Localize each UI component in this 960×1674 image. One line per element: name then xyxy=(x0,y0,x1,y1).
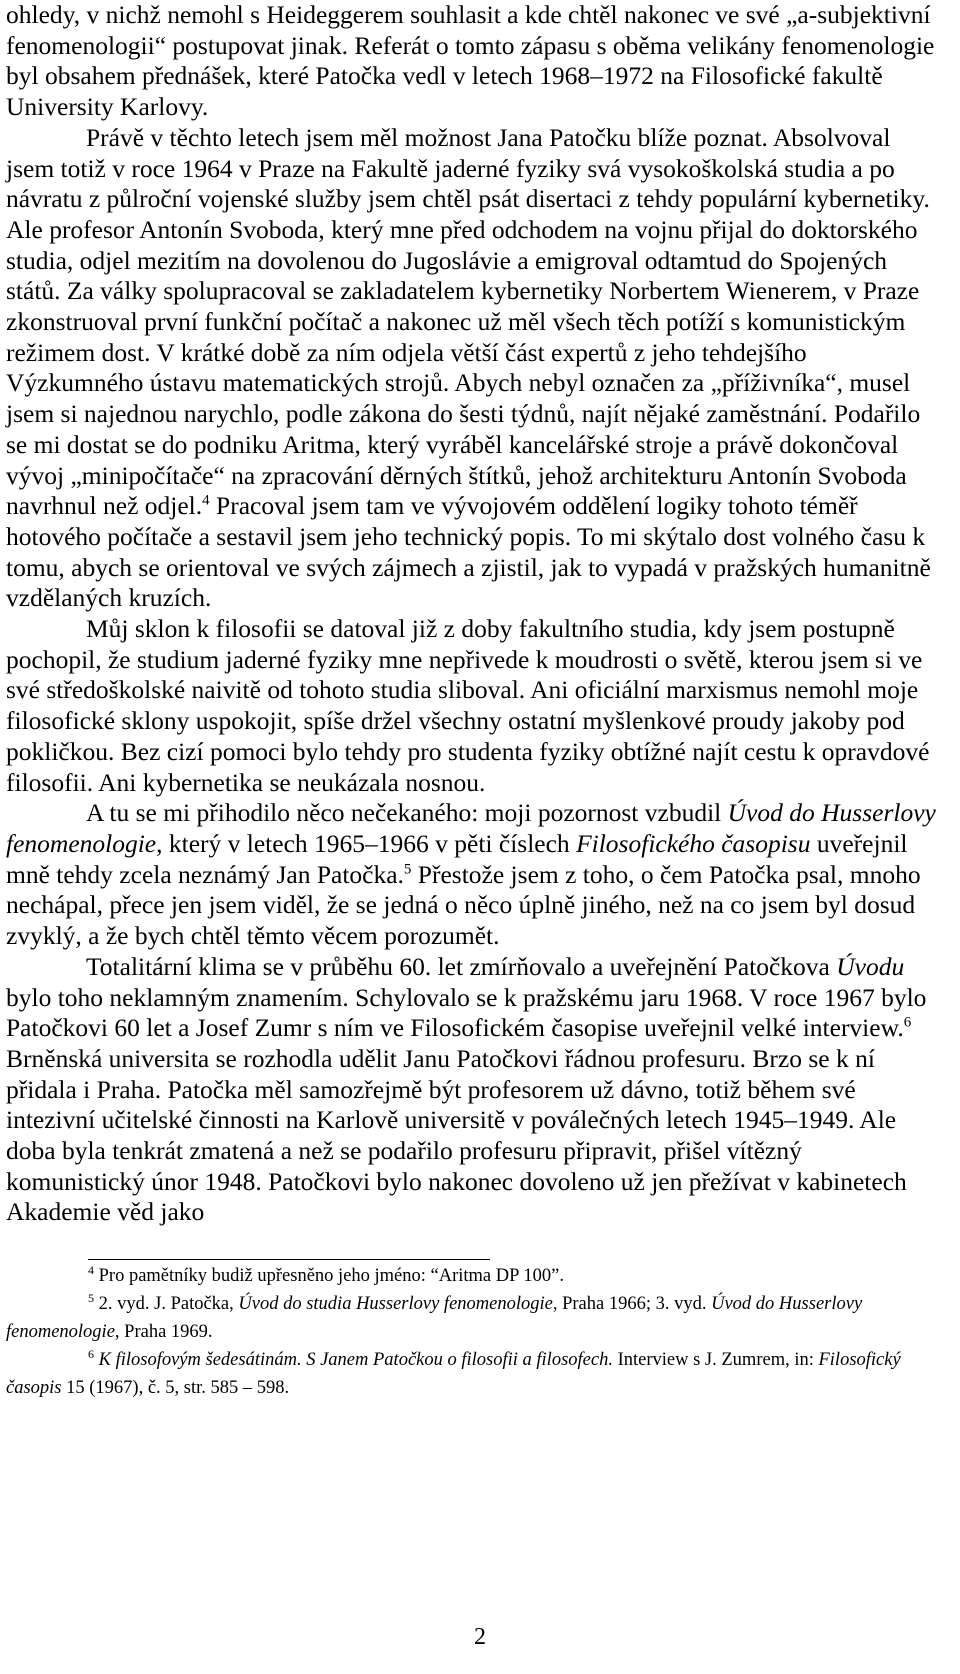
paragraph xyxy=(6,798,942,952)
text-run: 15 (1967), č. 5, str. 585 – 598. xyxy=(61,1378,290,1399)
italic-title: Úvod do Husserlovy fenomenologie xyxy=(6,1294,863,1343)
paragraph xyxy=(6,614,942,798)
footnote-marker: 4 xyxy=(202,492,210,509)
text-run: uveřejnil mně tehdy zcela neznámý Jan Patočka. xyxy=(6,828,908,889)
footnote-marker: 4 xyxy=(88,1262,94,1277)
text-run: bylo toho neklamným znamením. Schylovalo se k pražskému jaru 1968. V roce 1967 bylo Patočkovi 60 let a Josef Zumr s ním ve Filosofickém časopise uveřejnil velké interview. xyxy=(6,982,927,1043)
text-run: Právě v těchto letech jsem měl možnost Jana Patočku blíže poznat. Absolvoval jsem totiž v roce 1964 v Praze na Fakultě jaderné fyziky svá vysokoškolská studia a po návratu z půlroční vojenské služby jsem chtěl psát disertaci z tehdy populární kybernetiky. Ale profesor Antonín Svoboda, který mne před odchodem na vojnu přijal do doktorského studia, odjel mezitím na dovolenou do Jugoslávie a emigroval odtamtud do Spojených států. Za války spolupracoval se zakladatelem kybernetiky Norbertem Wienerem, v Praze zkonstruoval první funkční počítač a nakonec už měl všech těch potíží s komunistickým režimem dost. V krátké době za ním odjela větší část expertů z jeho tehdejšího Výzkumného ústavu matematických strojů. Abych nebyl označen za „příživníka“, musel jsem si najednou narychlo, podle zákona do šesti týdnů, najít nějaké zaměstnání. Podařilo se mi dostat se do podniku Aritma, který vyráběl kancelářské stroje a právě dokončoval vývoj „minipočítače“ na zpracování děrných štítků, jehož architekturu Antonín Svoboda navrhnul než odjel. xyxy=(6,122,930,521)
footnote-marker: 6 xyxy=(88,1346,94,1361)
italic-title: Filosofického časopisu xyxy=(576,828,811,858)
text-run: A tu se mi přihodilo něco nečekaného: moji pozornost vzbudil xyxy=(86,798,728,828)
text-run: ohledy, v nichž nemohl s Heideggerem souhlasit a kde chtěl nakonec ve své „a-subjektivní fenomenologii“ postupovat jinak. Referát o tomto zápasu s oběma velikány fenomenologie byl obsahem přednášek, které Patočka vedl v letech 1968–1972 na Filosofické fakultě University Karlovy. xyxy=(6,0,935,122)
text-run: , Praha 1969. xyxy=(114,1322,213,1343)
page-number: 2 xyxy=(474,1624,486,1650)
text-run: Totalitární klima se v průběhu 60. let zmírňovalo a uveřejnění Patočkova xyxy=(86,951,837,981)
footnotes xyxy=(6,1262,942,1402)
text-run: Můj sklon k filosofii se datoval již z doby fakultního studia, kdy jsem postupně pochopil, že studium jaderné fyziky mne nepřivede k moudrosti o světě, kterou jsem si ve své středoškolské naivitě od tohoto studia sliboval. Ani oficiální marxismus nemohl moje filosofické sklony uspokojit, spíše držel všechny ostatní myšlenkové proudy jakoby pod pokličkou. Bez cizí pomoci bylo tehdy pro studenta fyziky obtížné najít cestu k opravdové filosofii. Ani kybernetika se neukázala nosnou. xyxy=(6,614,930,797)
text-run: Interview s J. Zumrem, in: xyxy=(612,1350,819,1371)
paragraph xyxy=(6,123,942,614)
text-run: , Praha 1966; 3. vyd. xyxy=(552,1294,712,1315)
footnote xyxy=(6,1290,942,1346)
footnote xyxy=(6,1262,942,1290)
footnote-marker: 5 xyxy=(403,861,412,878)
italic-title: Úvodu xyxy=(836,951,905,981)
text-run: Přestože jsem z toho, o čem Patočka psal, mnoho nechápal, přece jen jsem viděl, že se jedná o něco úplně jiného, než na co jsem byl dosud zvyklý, a že bych chtěl těmto věcem porozumět. xyxy=(6,859,921,951)
text-run: Pracoval jsem tam ve vývojovém oddělení logiky tohoto téměř hotového počítače a sestavil jsem jeho technický popis. To mi skýtalo dost volného času k tomu, abych se orientoval ve svých zájmech a zjistil, jak to vypadá v pražských humanitně vzdělaných kruzích. xyxy=(6,491,931,613)
footnote-marker: 5 xyxy=(88,1290,94,1305)
footnote-separator xyxy=(88,1259,490,1260)
italic-title: Úvod do Husserlovy fenomenologie xyxy=(6,798,936,858)
document-page xyxy=(6,0,942,1402)
text-run: , který v letech 1965–1966 v pěti číslech xyxy=(156,828,577,858)
italic-title: Filosofický časopis xyxy=(6,1350,901,1399)
body-text xyxy=(6,0,942,1228)
italic-title: Úvod do studia Husserlovy fenomenologie xyxy=(238,1294,553,1315)
italic-title: K filosofovým šedesátinám. S Janem Patočkou o filosofii a filosofech. xyxy=(98,1350,613,1371)
paragraph xyxy=(6,0,942,123)
text-run: 2. vyd. J. Patočka, xyxy=(94,1294,239,1315)
footnote-marker: 6 xyxy=(903,1014,912,1031)
text-run: Pro pamětníky budiž upřesněno jeho jméno: “Aritma DP 100”. xyxy=(94,1266,564,1287)
paragraph xyxy=(6,952,942,1228)
footnote xyxy=(6,1346,942,1402)
text-run: Brněnská universita se rozhodla udělit Janu Patočkovi řádnou profesuru. Brzo se k ní přidala i Praha. Patočka měl samozřejmě být profesorem už dávno, totiž během své intezivní učitelské činnosti na Karlově universitě v poválečných letech 1945–1949. Ale doba byla tenkrát zmatená a než se podařilo profesuru připravit, přišel vítězný komunistický únor 1948. Patočkovi bylo nakonec dovoleno už jen přežívat v kabinetech Akademie věd jako xyxy=(6,1043,907,1227)
